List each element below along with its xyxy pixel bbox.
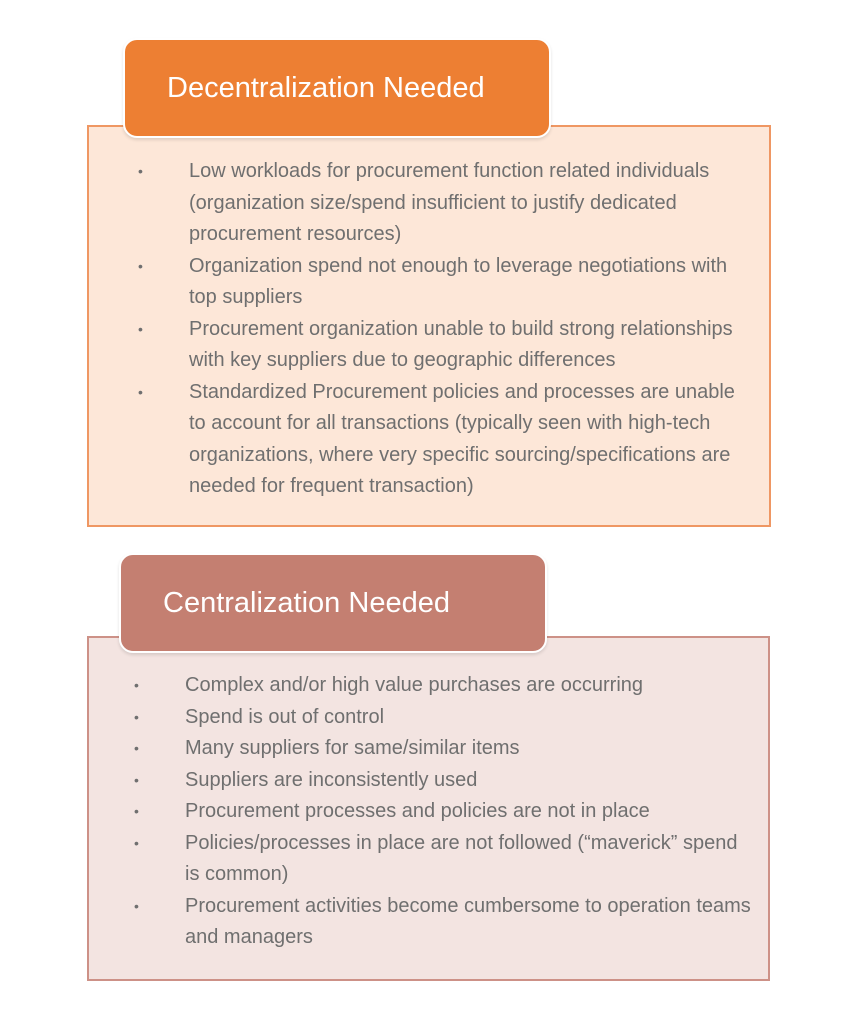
list-item xyxy=(134,891,754,954)
bullet-icon: • xyxy=(134,897,139,914)
list-item xyxy=(134,796,754,828)
list-item-text: Policies/processes in place are not followed (“maverick” spend is common) xyxy=(185,831,738,885)
list-item-text: Standardized Procurement policies and processes are unable to account for all transactions (typically seen with high-tech organizations, where very specific sourcing/specifications are needed for frequent transaction) xyxy=(189,380,735,497)
bullet-icon: • xyxy=(134,771,139,788)
list-item-text: Complex and/or high value purchases are occurring xyxy=(185,674,644,696)
list-item xyxy=(134,828,754,891)
decentralization-header xyxy=(123,38,551,138)
list-item xyxy=(138,314,748,377)
centralization-header xyxy=(119,553,547,653)
bullet-icon: • xyxy=(138,320,143,337)
centralization-title: Centralization Needed xyxy=(163,586,450,619)
list-item-text: Many suppliers for same/similar items xyxy=(185,737,520,759)
list-item-text: Low workloads for procurement function related individuals (organization size/spend insufficient to justify dedicated procurement resources) xyxy=(189,160,710,245)
bullet-icon: • xyxy=(134,834,139,851)
decentralization-title: Decentralization Needed xyxy=(167,71,485,104)
list-item xyxy=(134,670,754,702)
bullet-icon: • xyxy=(134,708,139,725)
list-item-text: Spend is out of control xyxy=(185,705,385,728)
bullet-icon: • xyxy=(134,803,139,819)
list-item xyxy=(134,733,754,765)
centralization-list xyxy=(134,670,754,954)
list-item xyxy=(134,765,754,797)
list-item xyxy=(134,702,754,734)
list-item xyxy=(138,156,748,251)
bullet-icon: • xyxy=(134,677,139,693)
bullet-icon: • xyxy=(138,383,143,400)
decentralization-list xyxy=(138,156,748,503)
list-item-text: Procurement activities become cumbersome to operation teams and managers xyxy=(185,894,751,948)
bullet-icon: • xyxy=(138,163,143,179)
list-item xyxy=(138,251,748,314)
list-item-text: Procurement processes and policies are not in place xyxy=(185,800,650,822)
bullet-icon: • xyxy=(134,740,139,756)
list-item-text: Procurement organization unable to build strong relationships with key suppliers due to geographic differences xyxy=(189,317,733,371)
bullet-icon: • xyxy=(138,257,143,274)
list-item-text: Organization spend not enough to leverage negotiations with top suppliers xyxy=(189,254,728,308)
list-item xyxy=(138,377,748,503)
list-item-text: Suppliers are inconsistently used xyxy=(185,768,478,791)
